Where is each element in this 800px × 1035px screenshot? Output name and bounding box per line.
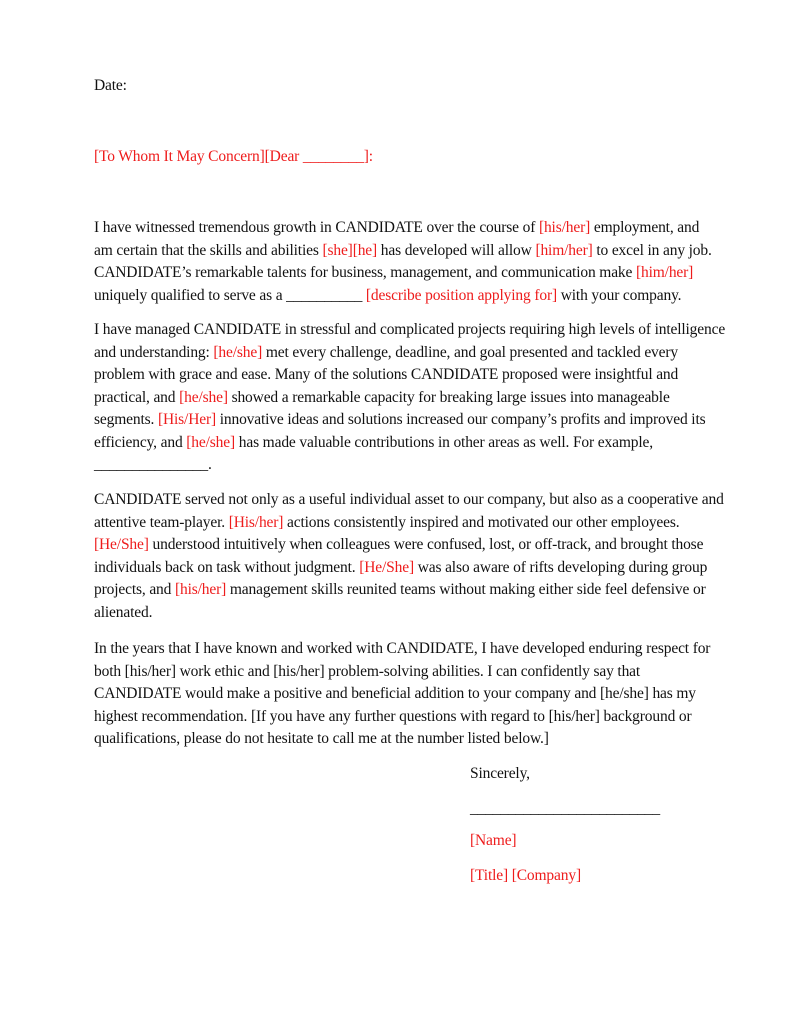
paragraph-3 (94, 489, 724, 624)
placeholder-text: [he/she] (179, 388, 228, 406)
body-text: segments. (94, 411, 158, 428)
text-line (94, 706, 710, 729)
body-text: understood intuitively when colleagues were confused, lost, or off-track, and brought those (148, 536, 704, 553)
placeholder-text: [he/she] (186, 433, 236, 451)
body-text: attentive team-player. (94, 513, 229, 531)
placeholder-text: [him/her] (635, 264, 694, 281)
body-text: has made valuable contributions in other areas as well. For example, (235, 433, 653, 451)
body-text: to excel in any job. (592, 241, 712, 259)
text-line (94, 638, 710, 661)
signer-name: [Name] (470, 832, 517, 849)
body-text: met every challenge, deadline, and goal presented and tackled every (262, 343, 678, 361)
body-text: actions consistently inspired and motivated our other employees. (283, 513, 680, 531)
body-text: employment, and (590, 219, 700, 236)
placeholder-text: [describe position applying for] (365, 286, 557, 304)
text-line (94, 489, 724, 512)
text-line (94, 364, 725, 387)
body-text: qualifications, please do not hesitate to call me at the number listed below.] (94, 730, 549, 747)
text-line (94, 285, 712, 308)
text-line (94, 432, 725, 455)
placeholder-text: [he/she] (213, 343, 263, 361)
placeholder-text: [him/her] (535, 241, 593, 259)
body-text: with your company. (556, 286, 682, 304)
body-text: problem with grace and ease. Many of the solutions CANDIDATE proposed were insightful and (94, 366, 679, 383)
body-text: I have witnessed tremendous growth in CANDIDATE over the course of (94, 219, 539, 236)
body-text: has developed will allow (377, 241, 536, 259)
body-text: innovative ideas and solutions increased our company’s profits and improved its (215, 411, 706, 428)
body-text: highest recommendation. [If you have any further questions with regard to [his/her] background or (94, 707, 692, 725)
paragraph-4 (94, 638, 710, 751)
text-line (94, 602, 724, 625)
placeholder-text: [He/She] (359, 558, 414, 576)
text-line (94, 409, 725, 432)
text-line (94, 319, 725, 342)
text-line (94, 146, 373, 169)
signature-line: _________________________ (470, 799, 661, 817)
body-text: In the years that I have known and worked with CANDIDATE, I have developed enduring respect for (94, 640, 711, 657)
placeholder-text: [His/Her] (157, 411, 216, 428)
text-line (94, 387, 725, 410)
body-text: am certain that the skills and abilities (94, 241, 323, 259)
text-line (94, 579, 724, 602)
body-text: showed a remarkable capacity for breaking large issues into manageable (227, 388, 670, 406)
paragraph-1 (94, 217, 712, 307)
body-text: projects, and (94, 581, 175, 598)
body-text: efficiency, and (94, 433, 187, 451)
body-text: and understanding: (94, 343, 214, 361)
body-text: CANDIDATE would make a positive and beneficial addition to your company and [he/she] has my (94, 685, 696, 702)
body-text: _______________. (94, 456, 212, 473)
closing: Sincerely, (470, 765, 530, 782)
placeholder-text: [To Whom It May Concern][Dear ________]: (94, 148, 373, 165)
body-text: I have managed CANDIDATE in stressful and complicated projects requiring high levels of intelligence (94, 321, 726, 338)
text-line (94, 557, 724, 580)
text-line (94, 661, 710, 684)
text-line (94, 512, 724, 535)
body-text: CANDIDATE served not only as a useful individual asset to our company, but also as a cooperative and (94, 491, 724, 508)
placeholder-text: [His/her] (228, 513, 284, 531)
date-label: Date: (94, 77, 127, 94)
placeholder-text: [she][he] (322, 241, 378, 259)
placeholder-text: [his/her] (538, 219, 591, 236)
body-text: uniquely qualified to serve as a __________ (94, 286, 366, 304)
text-line (94, 342, 725, 365)
body-text: alienated. (94, 603, 153, 621)
body-text: CANDIDATE’s remarkable talents for business, management, and communication make (94, 264, 636, 281)
placeholder-text: [his/her] (174, 581, 227, 598)
placeholder-text: [He/She] (94, 536, 149, 553)
signature-block (470, 763, 660, 887)
body-text: was also aware of rifts developing during group (413, 558, 708, 576)
text-line (94, 728, 710, 751)
text-line (94, 262, 712, 285)
body-text: management skills reunited teams without making either side feel defensive or (226, 581, 706, 598)
body-text: individuals back on task without judgment. (94, 558, 360, 576)
salutation (94, 146, 373, 169)
body-text: both [his/her] work ethic and [his/her] problem-solving abilities. I can confidently say that (94, 662, 641, 680)
paragraph-2 (94, 319, 725, 477)
text-line (94, 240, 712, 263)
signer-title-company: [Title] [Company] (470, 866, 581, 884)
text-line (94, 534, 724, 557)
text-line (94, 683, 710, 706)
text-line (94, 217, 712, 240)
text-line (94, 454, 725, 477)
body-text: practical, and (94, 388, 180, 406)
